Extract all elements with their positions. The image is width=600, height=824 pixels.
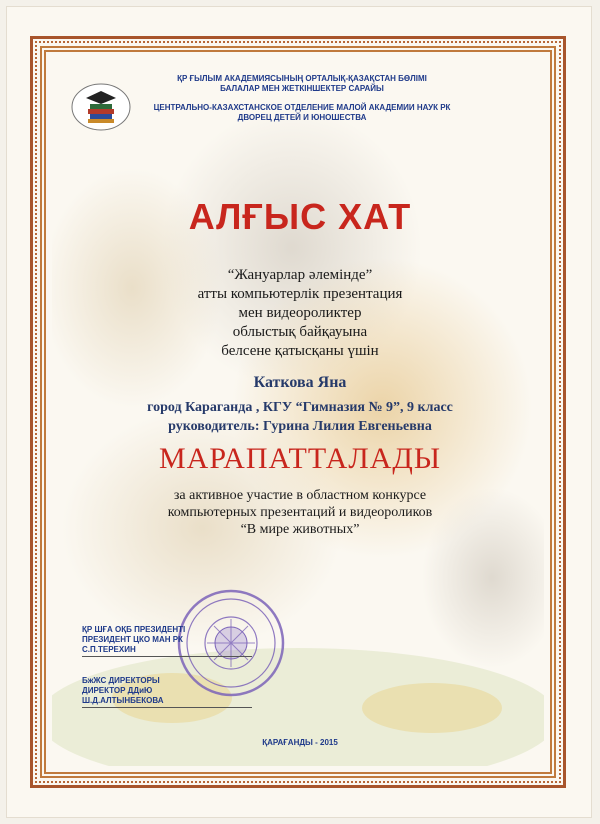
signature-block-president bbox=[82, 625, 185, 655]
recipient-supervisor: руководитель: Гурина Лилия Евгеньевна bbox=[168, 419, 432, 434]
kazakh-text-block bbox=[0, 266, 600, 361]
header-kz-line2: БАЛАЛАР МЕН ЖЕТКІНШЕКТЕР САРАЙЫ bbox=[220, 84, 384, 93]
recipient-info bbox=[0, 398, 600, 436]
signature-line-director bbox=[82, 707, 252, 708]
signature-line-president bbox=[82, 656, 252, 657]
academy-logo bbox=[70, 82, 132, 132]
sig2-line3: Ш.Д.АЛТЫНБЕКОВА bbox=[82, 696, 164, 705]
recipient-name: Каткова Яна bbox=[253, 374, 347, 391]
sig2-line2: ДИРЕКТОР ДДиЮ bbox=[82, 686, 153, 695]
header-ru-line2: ДВОРЕЦ ДЕТЕЙ И ЮНОШЕСТВА bbox=[237, 113, 367, 122]
award-heading: МАРАПАТТАЛАДЫ bbox=[158, 442, 441, 475]
sig1-line3: С.П.ТЕРЕХИН bbox=[82, 645, 136, 654]
ru-line3: “В мире животных” bbox=[240, 522, 360, 537]
header-russian bbox=[132, 103, 472, 123]
kz-line1: “Жануарлар әлемінде” bbox=[227, 267, 373, 283]
official-seal-stamp bbox=[176, 588, 286, 698]
ru-line1: за активное участие в областном конкурсе bbox=[173, 488, 427, 503]
sig1-line1: ҚР ШҒА ОҚБ ПРЕЗИДЕНТІ bbox=[82, 625, 186, 634]
kz-line5: белсене қатысқаны үшін bbox=[221, 343, 379, 359]
header-ru-line1: ЦЕНТРАЛЬНО-КАЗАХСТАНСКОЕ ОТДЕЛЕНИЕ МАЛОЙ АКАДЕМИИ НАУК РК bbox=[153, 103, 451, 112]
kz-line3: мен видеороликтер bbox=[238, 305, 362, 321]
sig2-line1: БжЖС ДИРЕКТОРЫ bbox=[82, 676, 160, 685]
footer-city-year: ҚАРАҒАНДЫ - 2015 bbox=[262, 738, 338, 747]
kz-line2: атты компьютерлік презентация bbox=[197, 286, 403, 302]
sig1-line2: ПРЕЗИДЕНТ ЦКО МАН РК bbox=[82, 635, 183, 644]
header-kazakh bbox=[132, 74, 472, 94]
ru-line2: компьютерных презентаций и видеороликов bbox=[167, 505, 433, 520]
recipient-school: город Караганда , КГУ “Гимназия № 9”, 9 класс bbox=[147, 400, 453, 415]
header-kz-line1: ҚР ҒЫЛЫМ АКАДЕМИЯСЫНЫҢ ОРТАЛЫҚ-ҚАЗАҚСТАН БӨЛІМІ bbox=[177, 74, 427, 83]
signature-block-director bbox=[82, 676, 164, 706]
kz-line4: облыстық байқауына bbox=[232, 324, 368, 340]
certificate-title: АЛҒЫС ХАТ bbox=[188, 196, 412, 237]
russian-text-block bbox=[0, 487, 600, 538]
